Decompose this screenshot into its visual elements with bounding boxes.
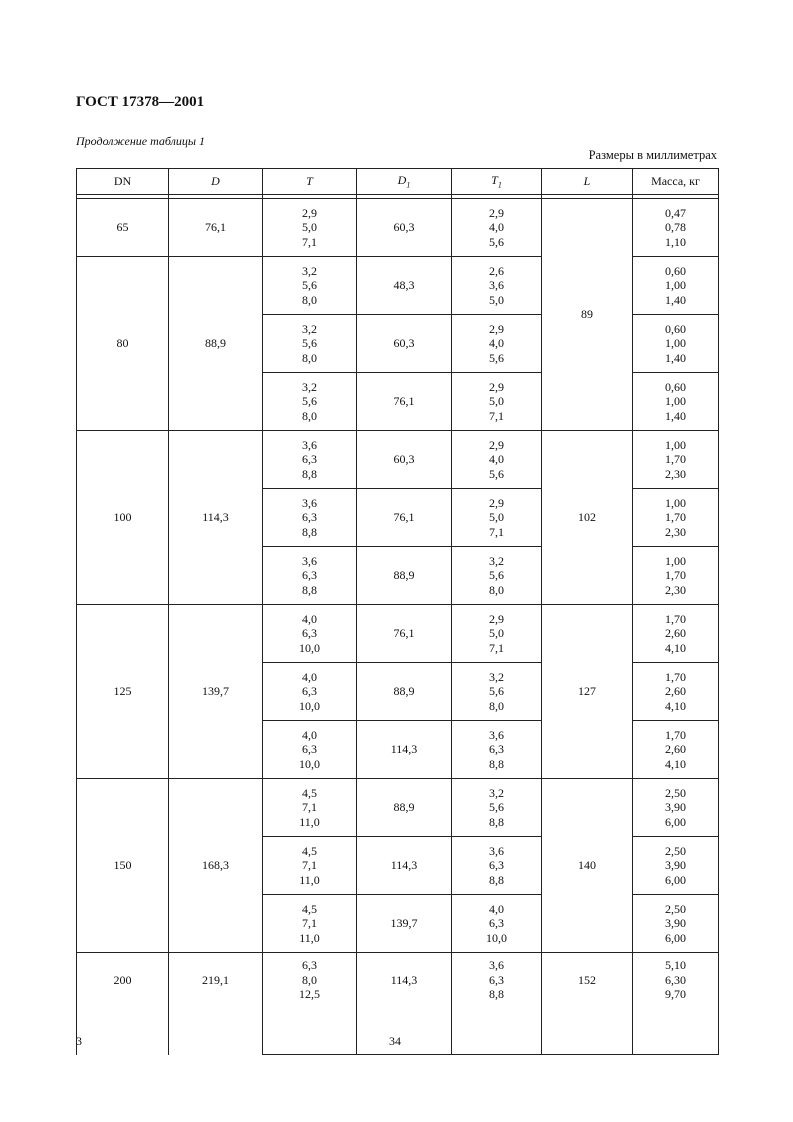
cell-mass-value: 1,70 — [665, 568, 686, 583]
cell-t1-value: 6,3 — [489, 972, 504, 987]
cell-t1-value: 8,0 — [489, 582, 504, 597]
cell-mass — [633, 431, 719, 489]
cell-dn: 200 — [77, 953, 169, 1055]
cell-t-value: 11,0 — [299, 814, 320, 829]
cell-t-value: 8,0 — [302, 350, 317, 365]
cell-d1: 76,1 — [357, 605, 452, 663]
cell-mass — [633, 547, 719, 605]
cell-t1-value: 5,0 — [489, 292, 504, 307]
cell-mass-value: 1,00 — [665, 437, 686, 452]
header-d1-subscript: 1 — [406, 180, 411, 190]
cell-t — [263, 953, 357, 1055]
cell-d1: 76,1 — [357, 489, 452, 547]
cell-t1-value: 7,1 — [489, 640, 504, 655]
cell-t1-value: 4,0 — [489, 452, 504, 467]
cell-mass-value: 9,70 — [665, 987, 686, 1001]
cell-t1-value: 3,2 — [489, 785, 504, 800]
cell-mass-value: 1,00 — [665, 495, 686, 510]
cell-t1 — [452, 837, 542, 895]
cell-t-value: 5,6 — [302, 394, 317, 409]
cell-t1-value: 2,9 — [489, 437, 504, 452]
cell-t-value: 3,6 — [302, 553, 317, 568]
cell-d1: 88,9 — [357, 547, 452, 605]
cell-d1: 48,3 — [357, 257, 452, 315]
cell-d1: 60,3 — [357, 431, 452, 489]
table-header-row — [77, 169, 719, 195]
cell-mass — [633, 605, 719, 663]
header-mass: Масса, кг — [633, 169, 719, 195]
cell-t-value: 11,0 — [299, 872, 320, 887]
cell-d1: 88,9 — [357, 779, 452, 837]
cell-t1 — [452, 257, 542, 315]
cell-mass-value: 0,60 — [665, 379, 686, 394]
cell-t1-value: 3,2 — [489, 553, 504, 568]
cell-t-value: 6,3 — [302, 742, 317, 757]
cell-d: 139,7 — [169, 605, 263, 779]
cell-d: 76,1 — [169, 199, 263, 257]
cell-mass — [633, 953, 719, 1055]
cell-t1-value: 2,9 — [489, 611, 504, 626]
cell-t1-value: 5,6 — [489, 234, 504, 249]
cell-d1: 114,3 — [357, 953, 452, 1055]
page-number: 34 — [389, 1034, 401, 1048]
cell-t1-value: 7,1 — [489, 524, 504, 539]
cell-mass-value: 2,30 — [665, 466, 686, 481]
cell-t1-value: 4,0 — [489, 901, 504, 916]
units-note: Размеры в миллиметрах — [588, 148, 717, 162]
cell-t1-value: 5,6 — [489, 466, 504, 481]
cell-mass-value: 1,00 — [665, 278, 686, 293]
cell-t-value: 6,3 — [302, 568, 317, 583]
dimensions-table — [76, 168, 719, 1055]
cell-t-value: 6,3 — [302, 626, 317, 641]
cell-t-value: 2,9 — [302, 205, 317, 220]
cell-mass-value: 1,00 — [665, 394, 686, 409]
cell-mass-value: 1,40 — [665, 350, 686, 365]
cell-t-value: 4,5 — [302, 785, 317, 800]
cell-mass-value: 6,30 — [665, 972, 686, 987]
cell-mass-value: 6,00 — [665, 814, 686, 829]
cell-mass-value: 1,70 — [665, 669, 686, 684]
cell-t1-value: 3,6 — [489, 958, 504, 972]
footer-left-number: 3 — [76, 1034, 82, 1048]
cell-t1 — [452, 431, 542, 489]
header-d1-letter: D — [397, 173, 407, 188]
cell-mass-value: 1,70 — [665, 611, 686, 626]
document-title: ГОСТ 17378—2001 — [76, 94, 205, 110]
cell-t1-value: 4,0 — [489, 220, 504, 235]
cell-d: 88,9 — [169, 257, 263, 431]
cell-mass-value: 2,30 — [665, 582, 686, 597]
cell-t1-value: 6,3 — [489, 742, 504, 757]
cell-t-value: 5,0 — [302, 220, 317, 235]
cell-mass-value: 3,90 — [665, 916, 686, 931]
cell-t-value: 4,0 — [302, 669, 317, 684]
cell-mass — [633, 837, 719, 895]
cell-t1-value: 8,8 — [489, 756, 504, 771]
header-d: D — [169, 169, 263, 195]
cell-t1 — [452, 663, 542, 721]
table-body — [77, 199, 719, 1055]
cell-t1-value: 8,8 — [489, 814, 504, 829]
cell-mass-value: 1,40 — [665, 408, 686, 423]
cell-t1-value: 3,6 — [489, 727, 504, 742]
cell-mass-value: 0,47 — [665, 205, 686, 220]
cell-t-value: 3,6 — [302, 495, 317, 510]
cell-t-value: 4,5 — [302, 901, 317, 916]
cell-mass-value: 6,00 — [665, 930, 686, 945]
cell-d: 168,3 — [169, 779, 263, 953]
cell-t — [263, 663, 357, 721]
cell-t1-value: 5,6 — [489, 350, 504, 365]
cell-t1-value: 3,6 — [489, 278, 504, 293]
cell-t-value: 10,0 — [299, 756, 320, 771]
cell-mass-value: 2,30 — [665, 524, 686, 539]
cell-t-value: 4,5 — [302, 843, 317, 858]
cell-t1-value: 6,3 — [489, 916, 504, 931]
cell-t-value: 6,3 — [302, 958, 317, 972]
cell-d1: 60,3 — [357, 315, 452, 373]
cell-mass — [633, 199, 719, 257]
cell-t — [263, 489, 357, 547]
cell-t1-value: 2,9 — [489, 379, 504, 394]
cell-t-value: 6,3 — [302, 510, 317, 525]
cell-mass-value: 1,70 — [665, 510, 686, 525]
cell-mass-value: 1,40 — [665, 292, 686, 307]
cell-t1 — [452, 199, 542, 257]
cell-t1-value: 2,9 — [489, 495, 504, 510]
cell-t — [263, 605, 357, 663]
cell-t1-value: 2,9 — [489, 205, 504, 220]
cell-t-value: 7,1 — [302, 916, 317, 931]
cell-t — [263, 199, 357, 257]
cell-dn: 150 — [77, 779, 169, 953]
cell-t — [263, 779, 357, 837]
cell-mass-value: 4,10 — [665, 756, 686, 771]
cell-mass-value: 1,70 — [665, 452, 686, 467]
cell-mass-value: 1,00 — [665, 336, 686, 351]
cell-mass-value: 0,60 — [665, 263, 686, 278]
header-dn: DN — [77, 169, 169, 195]
cell-t — [263, 721, 357, 779]
cell-mass — [633, 895, 719, 953]
cell-mass-value: 2,60 — [665, 626, 686, 641]
cell-t-value: 4,0 — [302, 611, 317, 626]
cell-t1-value: 8,8 — [489, 987, 504, 1001]
cell-mass — [633, 315, 719, 373]
cell-t — [263, 315, 357, 373]
header-d1 — [357, 169, 452, 195]
cell-t — [263, 837, 357, 895]
cell-mass — [633, 257, 719, 315]
cell-t-value: 7,1 — [302, 858, 317, 873]
cell-mass-value: 2,50 — [665, 901, 686, 916]
cell-d1: 76,1 — [357, 373, 452, 431]
cell-t1-value: 6,3 — [489, 858, 504, 873]
table-row — [77, 779, 719, 837]
cell-t1 — [452, 315, 542, 373]
cell-t-value: 10,0 — [299, 640, 320, 655]
cell-d: 114,3 — [169, 431, 263, 605]
cell-t-value: 8,8 — [302, 582, 317, 597]
cell-t1 — [452, 721, 542, 779]
cell-t-value: 7,1 — [302, 234, 317, 249]
cell-t1-value: 10,0 — [486, 930, 507, 945]
cell-t-value: 8,0 — [302, 408, 317, 423]
cell-t-value: 3,6 — [302, 437, 317, 452]
cell-mass-value: 1,10 — [665, 234, 686, 249]
cell-t-value: 12,5 — [299, 987, 320, 1001]
cell-mass-value: 6,00 — [665, 872, 686, 887]
cell-t-value: 3,2 — [302, 321, 317, 336]
cell-t1-value: 5,6 — [489, 684, 504, 699]
cell-t-value: 8,8 — [302, 466, 317, 481]
cell-mass-value: 1,00 — [665, 553, 686, 568]
cell-t1-value: 2,9 — [489, 321, 504, 336]
cell-mass — [633, 373, 719, 431]
table-row — [77, 431, 719, 489]
cell-t1-value: 5,0 — [489, 626, 504, 641]
cell-mass-value: 4,10 — [665, 698, 686, 713]
cell-mass — [633, 779, 719, 837]
cell-mass-value: 0,60 — [665, 321, 686, 336]
cell-mass-value: 2,50 — [665, 785, 686, 800]
cell-d1: 60,3 — [357, 199, 452, 257]
cell-mass-value: 0,78 — [665, 220, 686, 235]
cell-t-value: 8,0 — [302, 972, 317, 987]
cell-d1: 139,7 — [357, 895, 452, 953]
cell-t — [263, 895, 357, 953]
cell-mass-value: 3,90 — [665, 858, 686, 873]
cell-mass-value: 2,50 — [665, 843, 686, 858]
table-row — [77, 199, 719, 257]
header-t1-subscript: 1 — [497, 180, 502, 190]
cell-t1-value: 3,2 — [489, 669, 504, 684]
cell-t-value: 7,1 — [302, 800, 317, 815]
cell-d1: 114,3 — [357, 837, 452, 895]
cell-t-value: 3,2 — [302, 379, 317, 394]
header-t1-letter: T — [491, 173, 498, 188]
cell-t1-value: 3,6 — [489, 843, 504, 858]
cell-d: 219,1 — [169, 953, 263, 1055]
cell-t1-value: 5,6 — [489, 800, 504, 815]
cell-t1 — [452, 489, 542, 547]
cell-l: 152 — [542, 953, 633, 1055]
cell-t-value: 11,0 — [299, 930, 320, 945]
cell-t1 — [452, 895, 542, 953]
cell-t-value: 5,6 — [302, 278, 317, 293]
cell-t1 — [452, 373, 542, 431]
header-t: T — [263, 169, 357, 195]
cell-t1-value: 5,6 — [489, 568, 504, 583]
cell-t1-value: 2,6 — [489, 263, 504, 278]
cell-t-value: 6,3 — [302, 684, 317, 699]
cell-mass-value: 1,70 — [665, 727, 686, 742]
cell-mass-value: 2,60 — [665, 684, 686, 699]
table-row — [77, 605, 719, 663]
cell-t-value: 10,0 — [299, 698, 320, 713]
cell-t1-value: 8,8 — [489, 872, 504, 887]
cell-d1: 114,3 — [357, 721, 452, 779]
cell-t1-value: 4,0 — [489, 336, 504, 351]
cell-t — [263, 257, 357, 315]
cell-mass-value: 2,60 — [665, 742, 686, 757]
header-l: L — [542, 169, 633, 195]
cell-l: 89 — [542, 199, 633, 431]
cell-t1-value: 5,0 — [489, 510, 504, 525]
cell-t1-value: 5,0 — [489, 394, 504, 409]
cell-t-value: 5,6 — [302, 336, 317, 351]
cell-t-value: 8,0 — [302, 292, 317, 307]
cell-dn: 80 — [77, 257, 169, 431]
cell-t-value: 8,8 — [302, 524, 317, 539]
cell-t-value: 4,0 — [302, 727, 317, 742]
cell-t1-value: 8,0 — [489, 698, 504, 713]
cell-dn: 125 — [77, 605, 169, 779]
cell-t — [263, 547, 357, 605]
cell-dn: 65 — [77, 199, 169, 257]
cell-t1 — [452, 779, 542, 837]
cell-t-value: 6,3 — [302, 452, 317, 467]
cell-l: 140 — [542, 779, 633, 953]
cell-l: 127 — [542, 605, 633, 779]
cell-l: 102 — [542, 431, 633, 605]
cell-d1: 88,9 — [357, 663, 452, 721]
cell-t1 — [452, 953, 542, 1055]
cell-t — [263, 373, 357, 431]
cell-t1 — [452, 605, 542, 663]
header-t1 — [452, 169, 542, 195]
table-caption: Продолжение таблицы 1 — [76, 134, 206, 148]
cell-mass-value: 5,10 — [665, 958, 686, 972]
cell-t1 — [452, 547, 542, 605]
cell-t-value: 3,2 — [302, 263, 317, 278]
cell-mass-value: 3,90 — [665, 800, 686, 815]
cell-mass — [633, 489, 719, 547]
cell-mass — [633, 663, 719, 721]
cell-t1-value: 7,1 — [489, 408, 504, 423]
cell-mass — [633, 721, 719, 779]
cell-dn: 100 — [77, 431, 169, 605]
cell-t — [263, 431, 357, 489]
cell-mass-value: 4,10 — [665, 640, 686, 655]
